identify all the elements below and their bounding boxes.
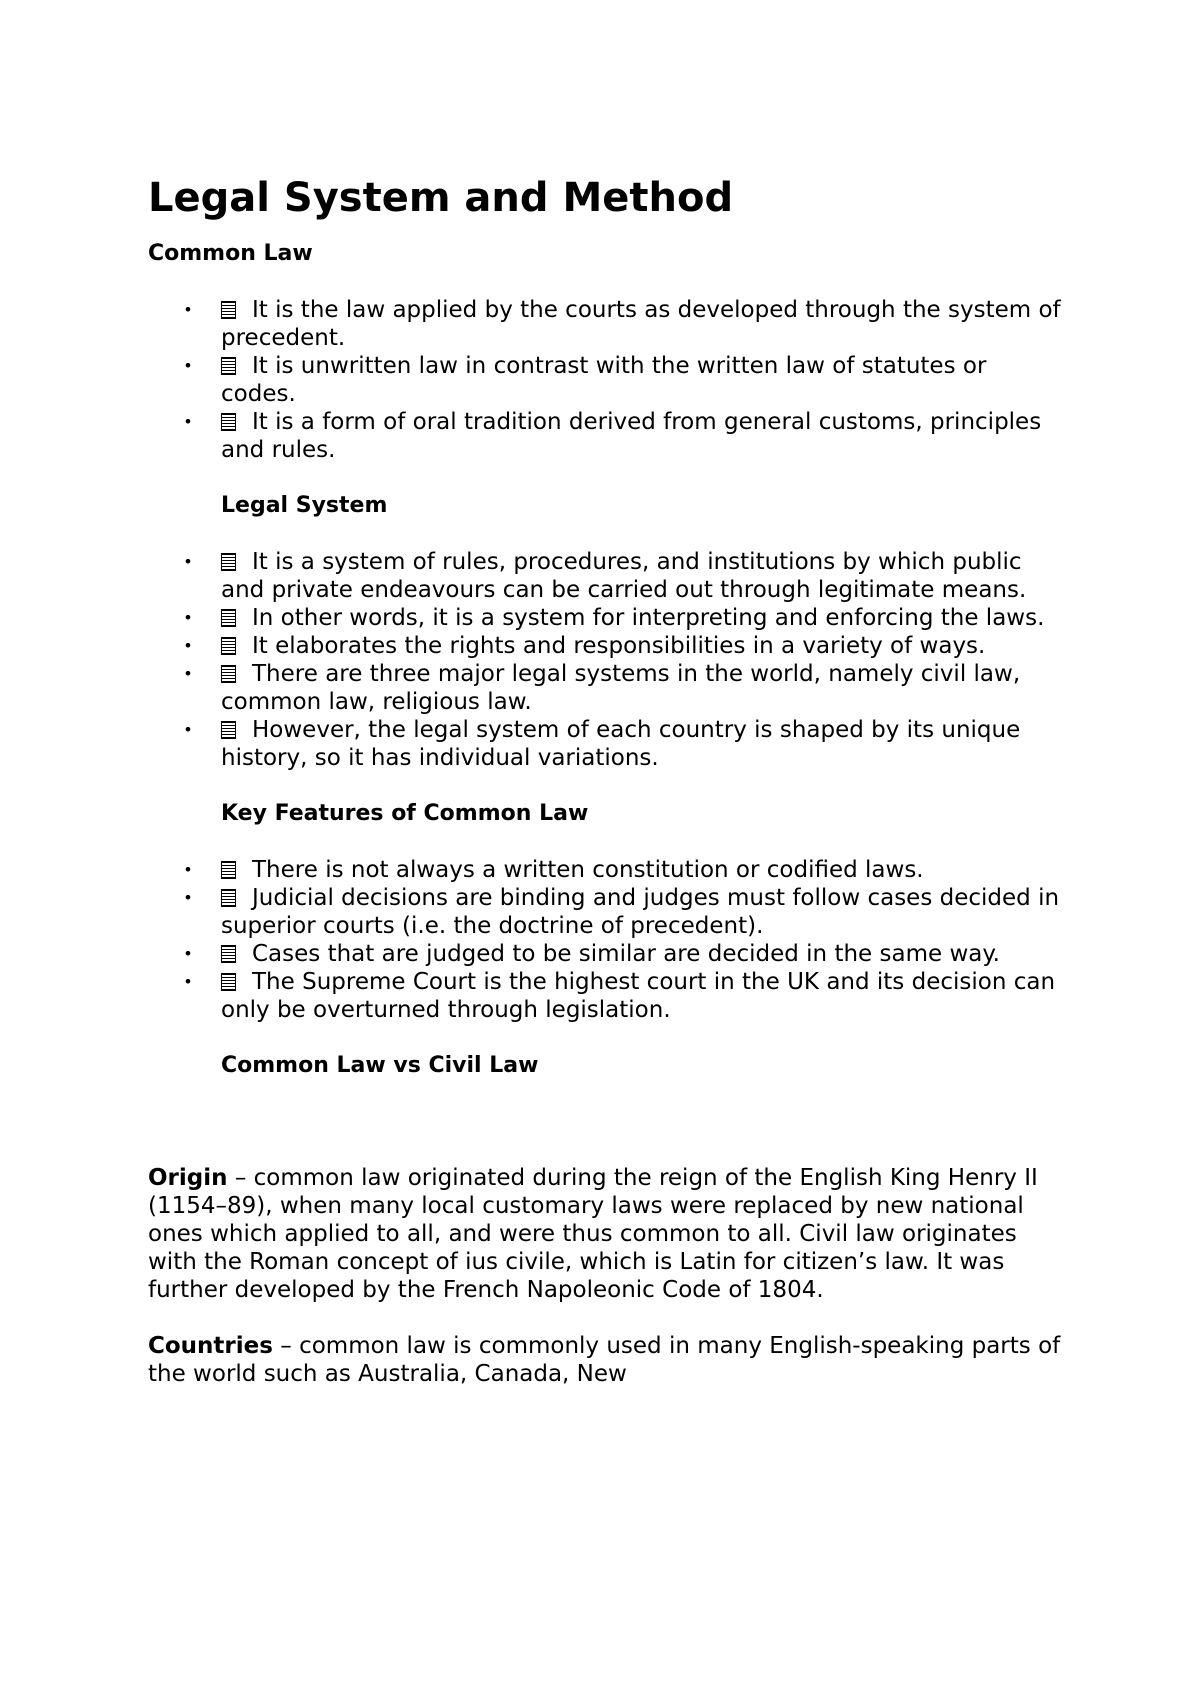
list-item: • The Supreme Court is the highest court in the UK and its decision can only be overturned through legislation. bbox=[183, 969, 1056, 1023]
paragraph-origin bbox=[148, 1164, 1068, 1304]
bullet-icon: • bbox=[183, 972, 193, 991]
list-item: • However, the legal system of each country is shaped by its unique history, so it has individual variations. bbox=[183, 717, 1021, 771]
bullet-icon: • bbox=[183, 412, 193, 431]
bullet-icon: • bbox=[183, 356, 193, 375]
list-item: • It elaborates the rights and responsibilities in a variety of ways. bbox=[183, 633, 986, 659]
list-item: • There is not always a written constitution or codified laws. bbox=[183, 857, 924, 883]
bullet-icon: • bbox=[183, 552, 193, 571]
bullet-icon: • bbox=[183, 860, 193, 879]
list-item: • In other words, it is a system for interpreting and enforcing the laws. bbox=[183, 605, 1045, 631]
list-item: • It is unwritten law in contrast with the written law of statutes or codes. bbox=[183, 353, 987, 407]
missing-glyph-icon bbox=[221, 637, 236, 655]
bullet-icon: • bbox=[183, 720, 193, 739]
missing-glyph-icon bbox=[221, 357, 236, 375]
paragraph-countries bbox=[148, 1332, 1068, 1388]
missing-glyph-icon bbox=[221, 945, 236, 963]
bullet-icon: • bbox=[183, 636, 193, 655]
missing-glyph-icon bbox=[221, 889, 236, 907]
document-title: Legal System and Method bbox=[148, 175, 734, 221]
section-heading-common-vs-civil: Common Law vs Civil Law bbox=[221, 1053, 539, 1078]
legal-system-list bbox=[148, 548, 1068, 772]
paragraph-text: – common law originated during the reign of the English King Henry II (1154–89), when many local customary laws were replaced by new national ones which applied to all, and were thus common to all. Civil law originates with the Roman concept of ius civile, which is Latin for citizen’s law. It was further developed by the French Napoleonic Code of 1804. bbox=[148, 1165, 1038, 1303]
list-item: • Cases that are judged to be similar are decided in the same way. bbox=[183, 941, 1000, 967]
common-law-list bbox=[148, 296, 1068, 464]
missing-glyph-icon bbox=[221, 609, 236, 627]
missing-glyph-icon bbox=[221, 721, 236, 739]
missing-glyph-icon bbox=[221, 301, 236, 319]
paragraph-label: Countries bbox=[148, 1333, 273, 1359]
missing-glyph-icon bbox=[221, 861, 236, 879]
list-item: • It is the law applied by the courts as developed through the system of precedent. bbox=[183, 297, 1061, 351]
missing-glyph-icon bbox=[221, 973, 236, 991]
document-page bbox=[148, 168, 1068, 1388]
spacer bbox=[148, 1304, 1068, 1332]
paragraph-label: Origin bbox=[148, 1165, 228, 1191]
missing-glyph-icon bbox=[221, 413, 236, 431]
paragraph-text: – common law is commonly used in many English-speaking parts of the world such as Australia, Canada, New bbox=[148, 1333, 1061, 1387]
missing-glyph-icon bbox=[221, 553, 236, 571]
section-heading-legal-system: Legal System bbox=[221, 493, 388, 518]
list-item: • It is a form of oral tradition derived from general customs, principles and rules. bbox=[183, 409, 1042, 463]
list-item: • There are three major legal systems in the world, namely civil law, common law, religious law. bbox=[183, 661, 1021, 715]
list-item: • It is a system of rules, procedures, and institutions by which public and private endeavours can be carried out through legitimate means. bbox=[183, 549, 1027, 603]
section-heading-common-law: Common Law bbox=[148, 241, 313, 266]
section-heading-key-features: Key Features of Common Law bbox=[221, 801, 589, 826]
bullet-icon: • bbox=[183, 664, 193, 683]
list-item: • Judicial decisions are binding and judges must follow cases decided in superior courts (i.e. the doctrine of precedent). bbox=[183, 885, 1060, 939]
missing-glyph-icon bbox=[221, 665, 236, 683]
bullet-icon: • bbox=[183, 300, 193, 319]
key-features-list bbox=[148, 856, 1068, 1024]
spacer bbox=[148, 1080, 1068, 1164]
bullet-icon: • bbox=[183, 888, 193, 907]
bullet-icon: • bbox=[183, 944, 193, 963]
bullet-icon: • bbox=[183, 608, 193, 627]
